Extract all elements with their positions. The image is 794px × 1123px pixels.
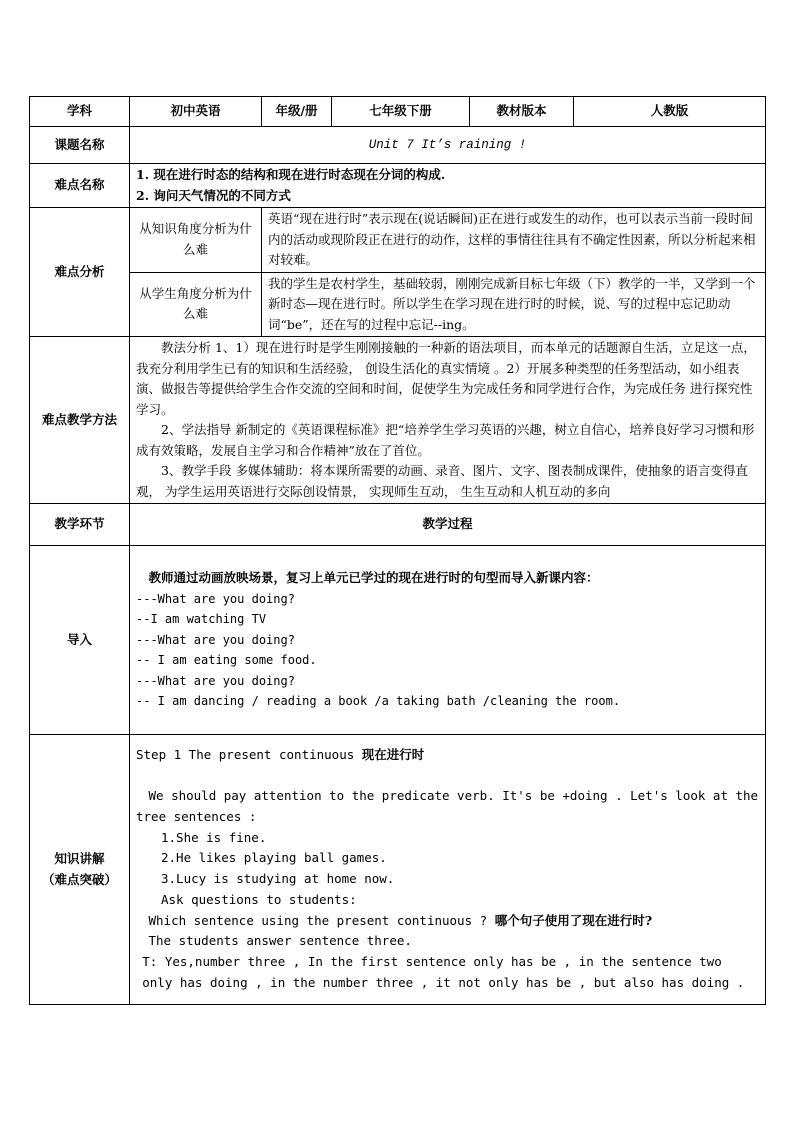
process-label: 教学过程 [130, 504, 766, 546]
knowledge-step-cn: 现在进行时 [361, 747, 425, 763]
knowledge-step [136, 745, 759, 766]
methods-paragraph: 2、学法指导 新制定的《英语课程标准》把“培养学生学习英语的兴趣，树立自信心，培养良好学习习惯和形成有效策略，发展自主学习和合作精神”放在了首位。 [136, 422, 755, 458]
intro-row [30, 546, 766, 735]
analysis-row-student [30, 272, 766, 337]
analysis-knowledge-text: 英语“现在进行时”表示现在(说话瞬间)正在进行或发生的动作，也可以表示当前一段时间内的活动或现阶段正在进行的动作，这样的事情往往具有不确定性因素，所以分析起来相对较难。 [262, 208, 766, 273]
knowledge-question-cn: 哪个句子使用了现在进行时? [494, 912, 653, 928]
lesson-plan-table [29, 96, 766, 1005]
knowledge-label: 知识讲解 [54, 851, 105, 866]
knowledge-teacher: T: Yes,number three , In the first sentence only has be , in the sentence two only has doing , in the number three , it not only has be , but also has doing . [142, 954, 745, 991]
analysis-student-text: 我的学生是农村学生，基础较弱，刚刚完成新目标七年级（下）教学的一半，又学到一个新时态—现在进行时。所以学生在学习现在进行时的时候，说、写的过程中忘记助动词“be”，还在写的过程中忘记--ing。 [262, 272, 766, 337]
topic-row [30, 127, 766, 164]
subject-value: 初中英语 [130, 97, 262, 127]
methods-paragraph: 3、教学手段 多媒体辅助：将本课所需要的动画、录音、图片、文字、图表制成课件，使抽象的语言变得直观， 为学生运用英语进行交际创设情景， 实现师生互动， 生生互动和人机互动的多向 [136, 463, 748, 499]
intro-line: ---What are you doing? [136, 632, 295, 647]
difficulty-item: 1. 现在进行时态的结构和现在进行时态现在分词的构成. [136, 167, 446, 182]
knowledge-sentence: 3.Lucy is studying at home now. [161, 871, 395, 887]
knowledge-row [30, 735, 766, 1005]
knowledge-sublabel: （难点突破） [41, 871, 117, 887]
knowledge-sentence: 1.She is fine. [161, 829, 267, 845]
analysis-row-knowledge [30, 208, 766, 273]
methods-text [130, 337, 766, 504]
methods-label: 难点教学方法 [30, 337, 130, 504]
subject-label: 学科 [30, 97, 130, 127]
topic-value: Unit 7 It’s raining ! [130, 127, 766, 164]
knowledge-label-cell [30, 735, 130, 1005]
intro-line: -- I am dancing / reading a book /a taking bath /cleaning the room. [136, 694, 621, 709]
header-row [30, 97, 766, 127]
knowledge-content [130, 735, 766, 1005]
intro-lead: 教师通过动画放映场景，复习上单元已学过的现在进行时的句型而导入新课内容： [148, 570, 599, 586]
difficulty-row [30, 164, 766, 208]
methods-row [30, 337, 766, 504]
intro-label: 导入 [30, 546, 130, 735]
intro-line: -- I am eating some food. [136, 653, 317, 668]
knowledge-intro: We should pay attention to the predicate verb. It's be +doing . Let's look at the tree sentences : [136, 787, 759, 824]
knowledge-answer: The students answer sentence three. [148, 933, 412, 949]
knowledge-sentence: 2.He likes playing ball games. [161, 850, 387, 866]
grade-value: 七年级下册 [332, 97, 470, 127]
difficulty-label: 难点名称 [30, 164, 130, 208]
intro-line: --I am watching TV [136, 612, 267, 627]
intro-line: ---What are you doing? [136, 673, 295, 688]
methods-paragraph: 教法分析 1、1）现在进行时是学生刚刚接触的一种新的语法项目，而本单元的话题源自生活，立足这一点， 我充分利用学生已有的知识和生活经验， 创设生活化的真实情境 。2）开展多种类型的任务型活动，如小组表演、做报告等提供给学生合作交流的空间和时间，促使学生为完成任务和同学进行合作，为完成任务 进行探究性学习。 [136, 340, 756, 417]
edition-label: 教材版本 [470, 97, 574, 127]
knowledge-step-en: Step 1 The present continuous [136, 747, 355, 763]
difficulty-item: 2. 询问天气情况的不同方式 [136, 187, 291, 203]
analysis-student-label: 从学生角度分析为什么难 [130, 272, 262, 337]
difficulty-items [130, 164, 766, 208]
edition-value: 人教版 [574, 97, 766, 127]
intro-content [130, 546, 766, 735]
knowledge-question-en: Which sentence using the present continuous ? [148, 912, 488, 928]
analysis-knowledge-label: 从知识角度分析为什么难 [130, 208, 262, 273]
grade-label: 年级/册 [262, 97, 332, 127]
process-header-row [30, 504, 766, 546]
stage-label: 教学环节 [30, 504, 130, 546]
knowledge-ask: Ask questions to students: [161, 891, 357, 907]
knowledge-question [136, 911, 759, 932]
intro-line: ---What are you doing? [136, 591, 295, 606]
topic-label: 课题名称 [30, 127, 130, 164]
analysis-label: 难点分析 [30, 208, 130, 337]
